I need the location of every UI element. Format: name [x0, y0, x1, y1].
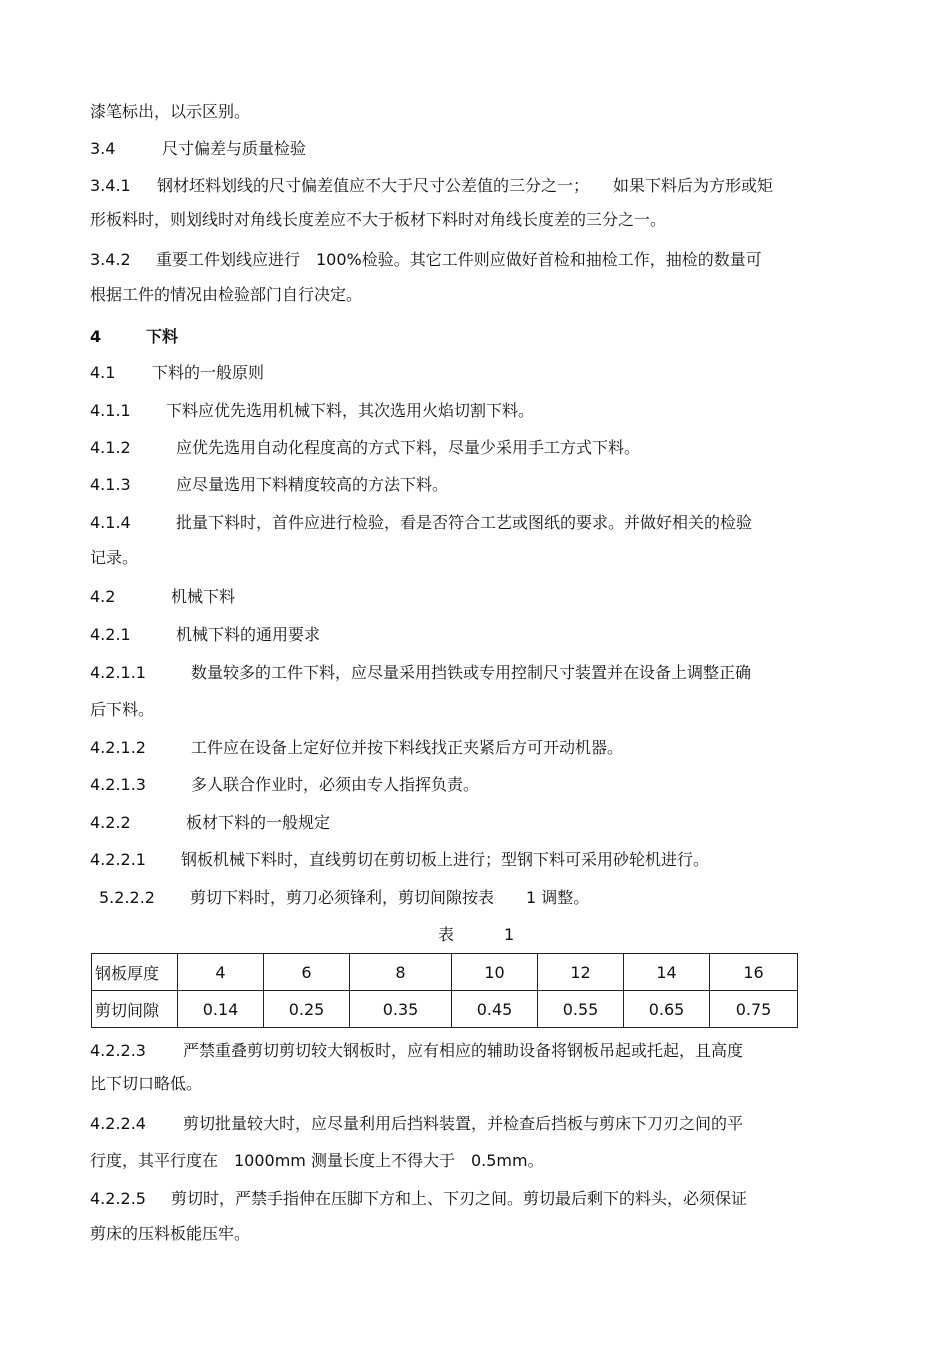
shear-clearance-table — [91, 953, 798, 1028]
table-cell: 8 — [350, 954, 452, 991]
line-text: 剪切下料时，剪刀必须锋利，剪切间隙按表 1 调整。 — [190, 888, 590, 907]
text-line — [90, 437, 870, 459]
text-line — [90, 1113, 870, 1135]
line-text: 剪切时，严禁手指伸在压脚下方和上、下刃之间。剪切最后剩下的料头，必须保证 — [171, 1189, 748, 1208]
section-number: 4.2.1.1 — [90, 663, 146, 682]
section-number: 4.1.3 — [90, 475, 131, 494]
line-text: 重要工件划线应进行 100%检验。其它工件则应做好首检和抽检工作，抽检的数量可 — [156, 250, 762, 269]
table-cell: 0.55 — [538, 991, 624, 1028]
section-number: 4 — [90, 327, 102, 346]
text-line — [99, 887, 879, 909]
table-cell: 0.25 — [264, 991, 350, 1028]
table-cell: 0.35 — [350, 991, 452, 1028]
text-line — [90, 737, 870, 759]
table-row-header: 钢板厚度 — [92, 954, 178, 991]
line-text: 剪床的压料板能压牢。 — [90, 1224, 251, 1243]
text-line — [90, 362, 870, 384]
text-line — [90, 101, 870, 123]
line-text: 多人联合作业时，必须由专人指挥负责。 — [191, 775, 480, 794]
line-text: 行度，其平行度在 1000mm 测量长度上不得大于 0.5mm。 — [90, 1151, 544, 1170]
section-number: 3.4.1 — [90, 176, 131, 195]
table-row-clearance — [92, 991, 798, 1028]
section-number: 5.2.2.2 — [99, 888, 155, 907]
text-line — [90, 209, 870, 231]
section-number: 4.1 — [90, 363, 116, 382]
text-line — [90, 624, 870, 646]
line-text: 下料应优先选用机械下料，其次选用火焰切割下料。 — [166, 401, 535, 420]
section-number: 4.1.1 — [90, 401, 131, 420]
line-text: 尺寸偏差与质量检验 — [162, 139, 307, 158]
section-number: 4.1.2 — [90, 438, 131, 457]
line-text: 后下料。 — [90, 700, 155, 719]
text-line — [90, 547, 870, 569]
section-number: 4.1.4 — [90, 513, 131, 532]
text-line — [90, 474, 870, 496]
line-text: 机械下料的通用要求 — [176, 625, 321, 644]
text-line — [90, 512, 870, 534]
line-text: 记录。 — [90, 548, 139, 567]
text-line — [90, 400, 870, 422]
text-line — [90, 849, 870, 871]
line-text: 板材下料的一般规定 — [186, 813, 331, 832]
table-cell: 0.65 — [624, 991, 710, 1028]
section-number: 3.4.2 — [90, 250, 131, 269]
section-number: 4.2.2.1 — [90, 850, 146, 869]
line-text: 严禁重叠剪切剪切较大钢板时，应有相应的辅助设备将钢板吊起或托起，且高度 — [183, 1041, 744, 1060]
section-number: 4.2.2.5 — [90, 1189, 146, 1208]
section-number: 4.2 — [90, 587, 116, 606]
table-cell: 4 — [178, 954, 264, 991]
line-text: 剪切批量较大时，应尽量利用后挡料装置，并检查后挡板与剪床下刀刃之间的平 — [183, 1114, 744, 1133]
table-cell: 10 — [452, 954, 538, 991]
section-number: 4.2.2.3 — [90, 1041, 146, 1060]
table-cell: 0.45 — [452, 991, 538, 1028]
section-number: 4.2.2 — [90, 813, 131, 832]
text-line — [90, 1073, 870, 1095]
line-text: 下料 — [146, 327, 179, 346]
section-number: 4.2.1 — [90, 625, 131, 644]
section-number: 4.2.2.4 — [90, 1114, 146, 1133]
text-line — [90, 1150, 870, 1172]
table-cell: 16 — [710, 954, 798, 991]
text-line — [90, 1223, 870, 1245]
text-line — [90, 774, 870, 796]
text-line — [90, 138, 870, 160]
table-cell: 0.14 — [178, 991, 264, 1028]
line-text: 钢材坯料划线的尺寸偏差值应不大于尺寸公差值的三分之一； 如果下料后为方形或矩 — [157, 176, 774, 195]
section-number: 3.4 — [90, 139, 116, 158]
table-cell: 6 — [264, 954, 350, 991]
line-text: 批量下料时，首件应进行检验，看是否符合工艺或图纸的要求。并做好相关的检验 — [176, 513, 753, 532]
line-text: 工件应在设备上定好位并按下料线找正夹紧后方可开动机器。 — [191, 738, 624, 757]
line-text: 机械下料 — [171, 587, 236, 606]
text-line — [90, 249, 870, 271]
text-line — [90, 284, 870, 306]
table-row-header: 剪切间隙 — [92, 991, 178, 1028]
text-line — [90, 1040, 870, 1062]
line-text: 应优先选用自动化程度高的方式下料，尽量少采用手工方式下料。 — [176, 438, 641, 457]
text-line — [90, 326, 870, 348]
line-text: 比下切口略低。 — [90, 1074, 203, 1093]
line-text: 应尽量选用下料精度较高的方法下料。 — [176, 475, 449, 494]
text-line — [90, 586, 870, 608]
table-cell: 14 — [624, 954, 710, 991]
text-line — [90, 1188, 870, 1210]
text-line — [90, 699, 870, 721]
line-text: 下料的一般原则 — [152, 363, 265, 382]
text-line — [90, 175, 870, 197]
table-cell: 0.75 — [710, 991, 798, 1028]
line-text: 钢板机械下料时，直线剪切在剪切板上进行；型钢下料可采用砂轮机进行。 — [181, 850, 710, 869]
table-caption-number: 1 — [504, 925, 515, 944]
table-cell: 12 — [538, 954, 624, 991]
table-row-thickness — [92, 954, 798, 991]
line-text: 根据工件的情况由检验部门自行决定。 — [90, 285, 363, 304]
text-line — [90, 812, 870, 834]
line-text: 数量较多的工件下料，应尽量采用挡铁或专用控制尺寸装置并在设备上调整正确 — [191, 663, 752, 682]
section-number: 4.2.1.2 — [90, 738, 146, 757]
table-caption-label: 表 — [438, 925, 455, 944]
line-text: 漆笔标出，以示区别。 — [90, 102, 251, 121]
text-line — [90, 662, 870, 684]
line-text: 形板料时，则划线时对角线长度差应不大于板材下料时对角线长度差的三分之一。 — [90, 210, 667, 229]
section-number: 4.2.1.3 — [90, 775, 146, 794]
